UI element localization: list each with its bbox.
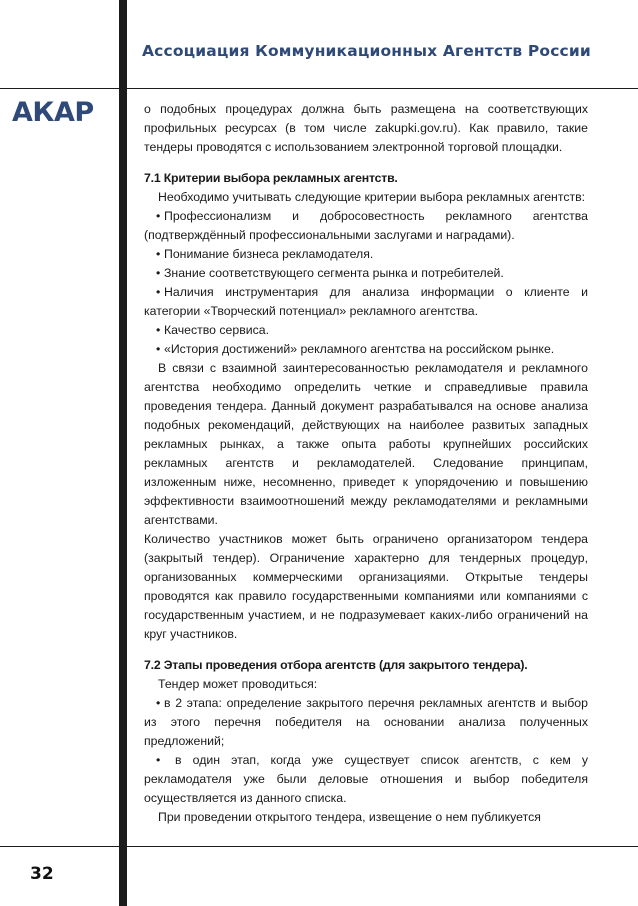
stages-list [144,694,588,808]
list-item-text: «История достижений» рекламного агентства на российском рынке. [164,342,555,356]
spacer [144,157,588,169]
spacer [144,644,588,656]
list-item [144,264,588,283]
bullet-icon: • [156,247,161,261]
page-body [144,100,588,827]
list-item [144,321,588,340]
list-item-text: Наличия инструментария для анализа информации о клиенте и категории «Творческий потенциал» рекламного агентства. [144,285,588,318]
header-rule [0,88,638,89]
bullet-icon: • [156,323,161,337]
section-1-lead: Необходимо учитывать следующие критерии выбора рекламных агентств: [158,190,586,204]
section-heading-7-1: 7.1 Критерии выбора рекламных агентств. [144,171,398,185]
running-header-title: Ассоциация Коммуникационных Агентств России [142,42,591,60]
section-1-paragraph-1: В связи с взаимной заинтересованностью рекламодателя и рекламного агентства необходимо определить четкие и справедливые правила проведения тендера. Данный документ разрабатывался на основе анализа подобных рекомендаций, действующих на наиболее развитых западных рекламных рынках, а также опыта работы крупнейших российских рекламных агентств и рекламодателей. Следование принципам, изложенным ниже, несомненно, приведет к упорядочению и повышению эффективности взаимоотношений между рекламодателями и рекламными агентствами. [144,361,588,527]
criteria-list [144,207,588,359]
list-item [144,207,588,245]
list-item [144,283,588,321]
section-2-lead: Тендер может проводиться: [158,677,318,691]
bullet-icon: • [156,285,161,299]
bullet-icon: • [156,696,161,710]
list-item [144,340,588,359]
list-item-text: в один этап, когда уже существует список агентств, с кем у рекламодателя уже были деловые отношения и выбор победителя осуществляется из данного списка. [144,753,588,805]
section-2-paragraph: При проведении открытого тендера, извещение о нем публикуется [158,810,541,824]
vertical-divider-bar [119,0,127,906]
list-item-text: Профессионализм и добросовестность рекламного агентства (подтверждённый профессиональными заслугами и наградами). [144,209,588,242]
bullet-icon: • [156,209,161,223]
footer-rule [0,846,638,847]
akar-logo: АКАР [12,97,94,128]
list-item [144,751,588,808]
intro-paragraph: о подобных процедурах должна быть размещена на соответствующих профильных ресурсах (в том числе zakupki.gov.ru). Как правило, такие тендеры проводятся с использованием электронной торговой площадки. [144,102,588,154]
page-number: 32 [30,864,54,884]
list-item-text: Знание соответствующего сегмента рынка и потребителей. [164,266,504,280]
list-item [144,694,588,751]
list-item-text: в 2 этапа: определение закрытого перечня рекламных агентств и выбор из этого перечня победителя на основании анализа полученных предложений; [144,696,588,748]
bullet-icon: • [156,342,161,356]
section-heading-7-2: 7.2 Этапы проведения отбора агентств (для закрытого тендера). [144,658,528,672]
list-item-text: Понимание бизнеса рекламодателя. [164,247,374,261]
section-1-paragraph-2: Количество участников может быть ограничено организатором тендера (закрытый тендер). Ограничение характерно для тендерных процедур, организованных коммерческими организациями. Открытые тендеры проводятся как правило государственными компаниями или компаниями с государственным участием, и не подразумевает каких-либо ограничений на круг участников. [144,532,588,641]
list-item-text: Качество сервиса. [164,323,270,337]
list-item [144,245,588,264]
bullet-icon: • [156,753,161,767]
bullet-icon: • [156,266,161,280]
